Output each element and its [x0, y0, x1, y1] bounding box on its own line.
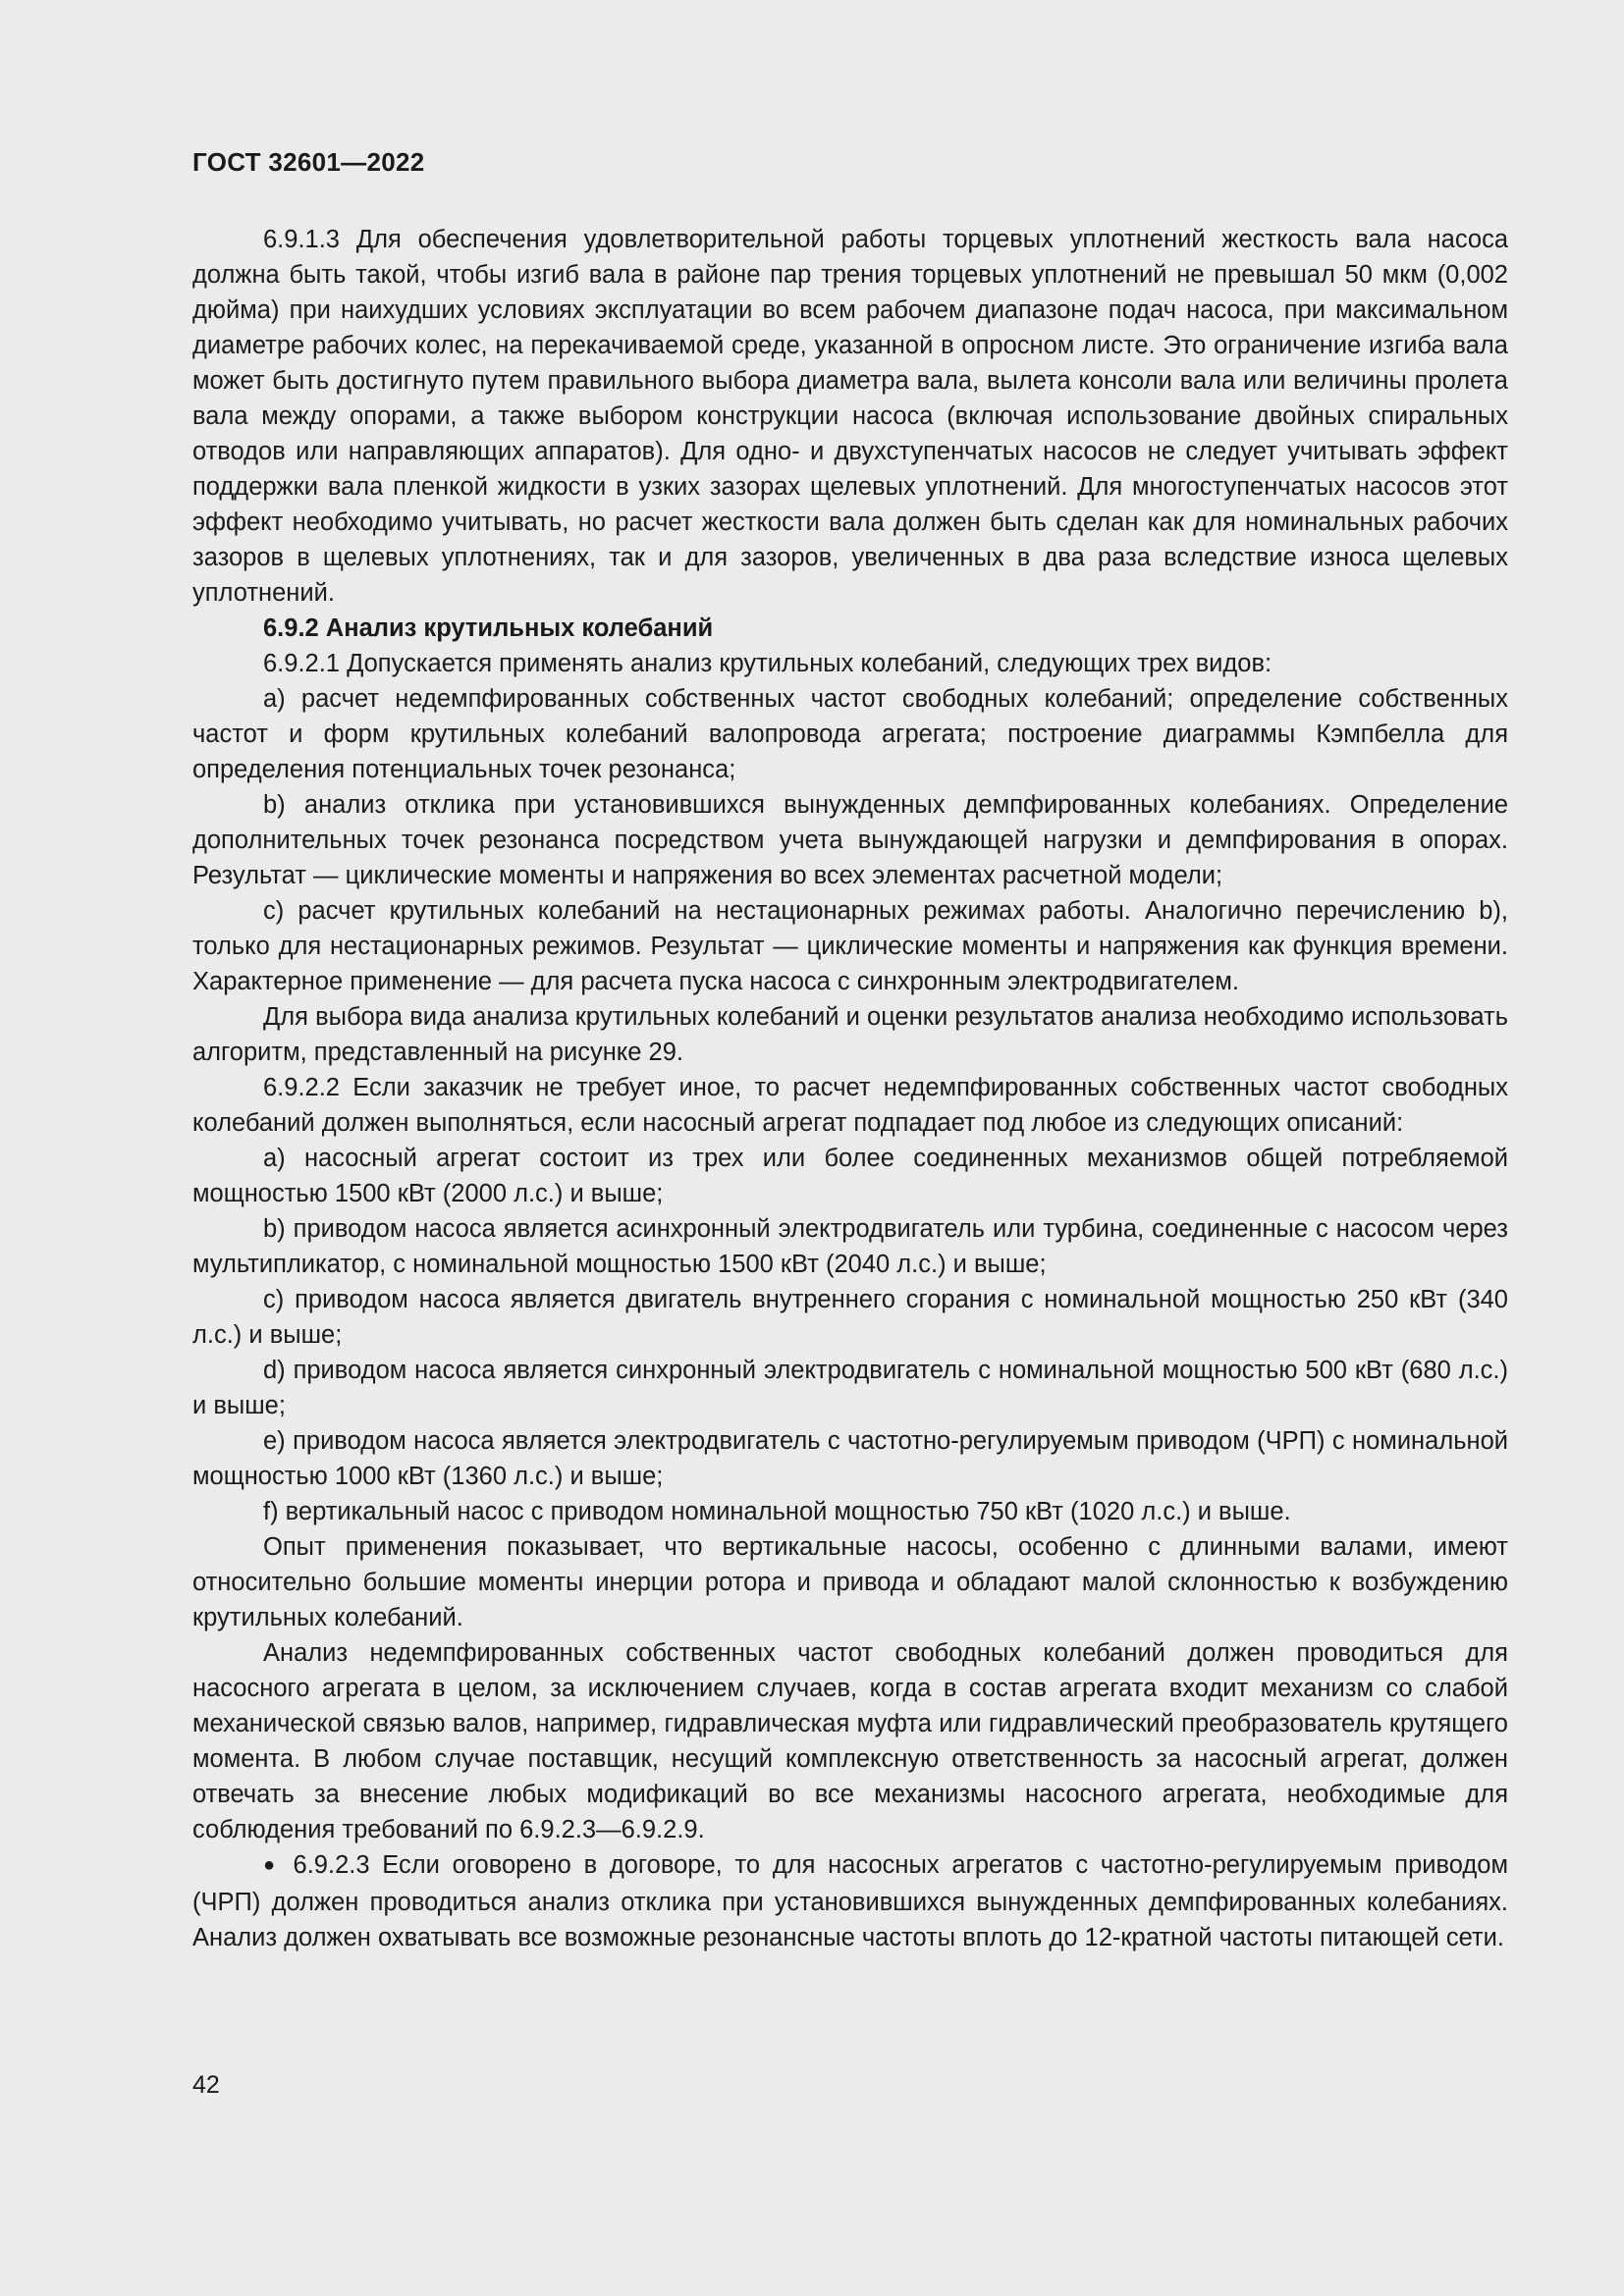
list-item-b: b) приводом насоса является асинхронный электродвигатель или турбина, соединенные с насосом через мультипликатор, с номинальной мощностью 1500 кВт (2040 л.с.) и выше;: [192, 1215, 1508, 1278]
paragraph-6-9-2-3-text: 6.9.2.3 Если оговорено в договоре, то для насосных агрегатов с частотно-регулируемым приводом (ЧРП) должен проводиться анализ отклика при установившихся вынужденных демпфированных колебаниях. Анализ должен охватывать все возможные резонансные частоты вплоть до 12-кратной частоты питающей сети.: [192, 1851, 1508, 1951]
document-header: ГОСТ 32601—2022: [192, 147, 425, 177]
paragraph-algorithm: Для выбора вида анализа крутильных колебаний и оценки результатов анализа необходимо использовать алгоритм, представленный на рисунке 29.: [192, 1003, 1508, 1066]
list-item-e: e) приводом насоса является электродвигатель с частотно-регулируемым приводом (ЧРП) с номинальной мощностью 1000 кВт (1360 л.с.) и выше;: [192, 1427, 1508, 1490]
list-item-c: c) приводом насоса является двигатель внутреннего сгорания с номинальной мощностью 250 кВт (340 л.с.) и выше;: [192, 1286, 1508, 1349]
paragraph-6-9-1-3: 6.9.1.3 Для обеспечения удовлетворительной работы торцевых уплотнений жесткость вала насоса должна быть такой, чтобы изгиб вала в районе пар трения торцевых уплотнений не превышал 50 мкм (0,002 дюйма) при наихудших условиях эксплуатации во всем рабочем диапазоне подач насоса, при максимальном диаметре рабочих колес, на перекачиваемой среде, указанной в опросном листе. Это ограничение изгиба вала может быть достигнуто путем правильного выбора диаметра вала, вылета консоли вала или величины пролета вала между опорами, а также выбором конструкции насоса (включая использование двойных спиральных отводов или направляющих аппаратов). Для одно- и двухступенчатых насосов не следует учитывать эффект поддержки вала пленкой жидкости в узких зазорах щелевых уплотнений. Для многоступенчатых насосов этот эффект необходимо учитывать, но расчет жесткости вала должен быть сделан как для номинальных рабочих зазоров в щелевых уплотнениях, так и для зазоров, увеличенных в два раза вследствие износа щелевых уплотнений.: [192, 226, 1508, 607]
section-heading-6-9-2: 6.9.2 Анализ крутильных колебаний: [263, 614, 714, 642]
paragraph-6-9-2-1: 6.9.2.1 Допускается применять анализ крутильных колебаний, следующих трех видов:: [263, 650, 1272, 677]
list-item-f: f) вертикальный насос с приводом номинальной мощностью 750 кВт (1020 л.с.) и выше.: [263, 1498, 1291, 1525]
bullet-marker: ●: [263, 1854, 281, 1876]
list-item-c: c) расчет крутильных колебаний на нестационарных режимах работы. Аналогично перечислению b), только для нестационарных режимов. Результат — циклические моменты и напряжения как функция времени. Характерное применение — для расчета пуска насоса с синхронным электродвигателем.: [192, 897, 1508, 995]
paragraph-6-9-2-2: 6.9.2.2 Если заказчик не требует иное, то расчет недемпфированных собственных частот свободных колебаний должен выполняться, если насосный агрегат подпадает под любое из следующих описаний:: [192, 1074, 1508, 1137]
body-text: [192, 222, 1508, 1955]
paragraph-analysis: Анализ недемпфированных собственных частот свободных колебаний должен проводиться для насосного агрегата в целом, за исключением случаев, когда в состав агрегата входит механизм со слабой механической связью валов, например, гидравлическая муфта или гидравлический преобразователь крутящего момента. В любом случае поставщик, несущий комплексную ответственность за насосный агрегат, должен отвечать за внесение любых модификаций во все механизмы насосного агрегата, необходимые для соблюдения требований по 6.9.2.3—6.9.2.9.: [192, 1639, 1508, 1843]
list-item-b: b) анализ отклика при установившихся вынужденных демпфированных колебаниях. Определение дополнительных точек резонанса посредством учета вынуждающей нагрузки и демпфирования в опорах. Результат — циклические моменты и напряжения во всех элементах расчетной модели;: [192, 791, 1508, 889]
list-item-a: a) расчет недемпфированных собственных частот свободных колебаний; определение собственных частот и форм крутильных колебаний валопровода агрегата; построение диаграммы Кэмпбелла для определения потенциальных точек резонанса;: [192, 685, 1508, 783]
list-item-a: a) насосный агрегат состоит из трех или более соединенных механизмов общей потребляемой мощностью 1500 кВт (2000 л.с.) и выше;: [192, 1145, 1508, 1207]
paragraph-6-9-2-3: [192, 1847, 1508, 1955]
paragraph-experience: Опыт применения показывает, что вертикальные насосы, особенно с длинными валами, имеют относительно большие моменты инерции ротора и привода и обладают малой склонностью к возбуждению крутильных колебаний.: [192, 1533, 1508, 1631]
list-item-d: d) приводом насоса является синхронный электродвигатель с номинальной мощностью 500 кВт (680 л.с.) и выше;: [192, 1357, 1508, 1419]
page-number: 42: [192, 2071, 220, 2099]
